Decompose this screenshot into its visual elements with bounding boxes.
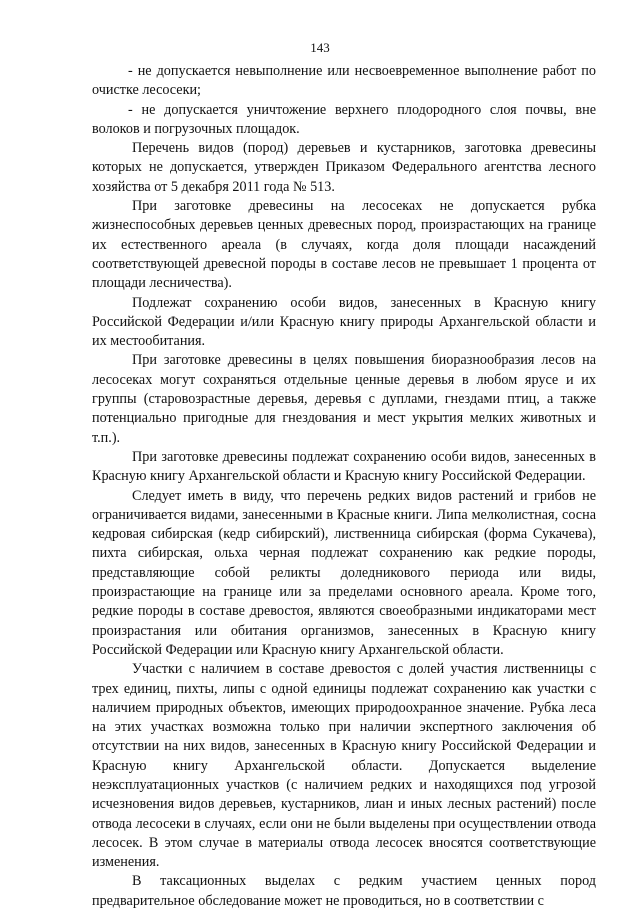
paragraph: Участки с наличием в составе древостоя с долей участия лиственницы с трех единиц, пихты, липы с одной единицы подлежат сохранению как участки с наличием природных объектов, имеющих природоохранное значение. Рубка леса на этих участках возможна только при наличии экспертного заключения об отсутствии на них видов, занесенных в Красную книгу Российской Федерации и Красную книгу Архангельской области. Допускается выделение неэксплуатационных участков (с наличием редких и находящихся под угрозой исчезновения видов деревьев, кустарников, лиан и иных лесных растений) после отвода лесосеки в случаях, если они не были выделены при осуществлении отвода лесосек. В этом случае в материалы отвода лесосек вносятся соответствующие изменения. (92, 661, 596, 871)
paragraph: При заготовке древесины на лесосеках не допускается рубка жизнеспособных деревьев ценных древесных пород, произрастающих на границе их естественного ареала (в случаях, когда доля площади насаждений соответствующей древесной породы в составе лесов не превышает 1 процента от площади лесничества). (92, 198, 596, 292)
paragraph: При заготовке древесины в целях повышения биоразнообразия лесов на лесосеках могут сохраняться отдельные ценные деревья в любом ярусе и их группы (старовозрастные деревья, деревья с дуплами, гнездами птиц, а также потенциально пригодные для гнездования и мест укрытия мелких животных и т.п.). (92, 352, 596, 446)
paragraph: Перечень видов (пород) деревьев и кустарников, заготовка древесины которых не допускается, утвержден Приказом Федерального агентства лесного хозяйства от 5 декабря 2011 года № 513. (92, 140, 596, 195)
paragraph: Подлежат сохранению особи видов, занесенных в Красную книгу Российской Федерации и/или Красную книгу природы Архангельской области и их местообитания. (92, 294, 596, 350)
page-number: 143 (310, 40, 330, 55)
paragraph: - не допускается невыполнение или несвоевременное выполнение работ по очистке лесосеки; (92, 63, 596, 99)
document-body (92, 62, 596, 911)
paragraph: При заготовке древесины подлежат сохранению особи видов, занесенных в Красную книгу Архангельской области и Красную книгу Российской Федерации. (92, 448, 596, 485)
paragraph: Следует иметь в виду, что перечень редких видов растений и грибов не ограничивается видами, занесенными в Красные книги. Липа мелколистная, сосна кедровая сибирская (кедр сибирский), лиственница сибирская (форма Сукачева), пихта сибирская, ольха черная подлежат сохранению как редкие породы, представляющие собой реликты доледникового периода или виды, произрастающие на границе или за пределами основного ареала. Кроме того, редкие породы в составе древостоя, являются своеобразными индикаторами мест произрастания или обитания организмов, занесенных в Красную книгу Российской Федерации или Красную книгу Архангельской области. (92, 487, 596, 658)
paragraph: В таксационных выделах с редким участием ценных пород предварительное обследование может не проводиться, но в соответствии с (92, 873, 596, 909)
paragraph: - не допускается уничтожение верхнего плодородного слоя почвы, вне волоков и погрузочных площадок. (92, 101, 596, 137)
